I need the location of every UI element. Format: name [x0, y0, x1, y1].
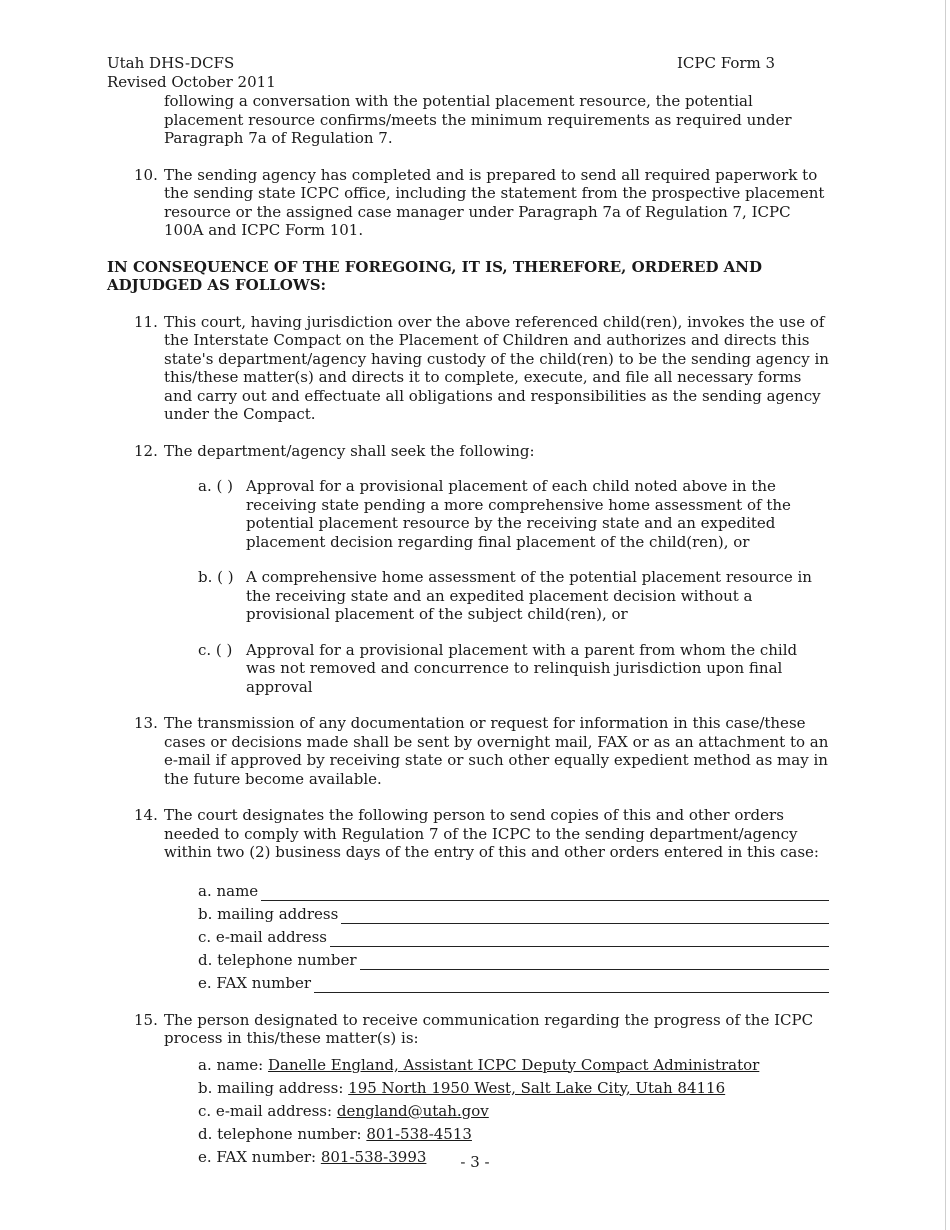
telephone-field[interactable]	[198, 947, 829, 970]
item-number: 15.	[134, 1010, 158, 1029]
order-heading: IN CONSEQUENCE OF THE FOREGOING, IT IS, THEREFORE, ORDERED AND ADJUDGED AS FOLLOWS:	[107, 257, 763, 294]
email-link[interactable]: dengland@utah.gov	[336, 1101, 489, 1120]
field-label: b. mailing address	[198, 905, 339, 923]
field-label: c. e-mail address:	[198, 1101, 333, 1120]
item-text: The court designates the following person to send copies of this and other orders needed to comply with Regulation 7 of the ICPC to the sending department/agency within two (2) business days of the entry of this and other orders entered in this case:	[164, 806, 819, 861]
mailing-address-blank[interactable]	[341, 909, 829, 924]
item-13	[107, 714, 829, 788]
item-number: 10.	[134, 165, 158, 184]
mailing-address-field[interactable]	[198, 901, 829, 924]
item-10	[107, 166, 829, 240]
item-text: This court, having jurisdiction over the above referenced child(ren), invokes the use of the Interstate Compact on the Placement of Children and authorizes and directs this state's department/agency having custody of the child(ren) to be the sending agency in this/these matter(s) and directs it to complete, execute, and file all necessary forms and carry out and effectuate all obligations and responsibilities as the sending agency under the Compact.	[164, 312, 829, 423]
item-number: 11.	[134, 312, 158, 331]
email-blank[interactable]	[330, 932, 829, 947]
agency-name: Utah DHS-DCFS	[107, 54, 235, 72]
item-number: 14.	[134, 806, 158, 824]
page-edge	[945, 0, 946, 1230]
checkbox-a[interactable]: a. ( )	[198, 477, 233, 495]
email-field[interactable]	[198, 924, 829, 947]
fax-blank[interactable]	[314, 978, 829, 993]
field-label: d. telephone number	[198, 951, 357, 969]
continuation-paragraph: following a conversation with the potential placement resource, the potential placement resource confirms/meets the minimum requirements as required under Paragraph 7a of Regulation 7.	[164, 92, 792, 147]
item-14	[107, 806, 829, 862]
field-label: d. telephone number:	[198, 1124, 362, 1143]
item-number: 13.	[134, 714, 158, 732]
name-blank[interactable]	[261, 886, 829, 901]
contact-name	[198, 1056, 829, 1079]
item-11	[107, 313, 829, 424]
option-a[interactable]	[198, 477, 829, 551]
item-text: The sending agency has completed and is prepared to send all required paperwork to the sending state ICPC office, including the statement from the prospective placement resource or the assigned case manager under Paragraph 7a of Regulation 7, ICPC 100A and ICPC Form 101.	[164, 165, 825, 239]
name-field[interactable]	[198, 878, 829, 901]
item-text: The transmission of any documentation or request for information in this case/these cases or decisions made shall be sent by overnight mail, FAX or as an attachment to an e-mail if approved by receiving state or such other equally expedient method as may in the future become available.	[164, 714, 829, 788]
item-text: The department/agency shall seek the following:	[164, 441, 535, 460]
option-text: Approval for a provisional placement of each child noted above in the receiving state pending a more comprehensive home assessment of the potential placement resource by the receiving state and an expedited placement decision regarding final placement of the child(ren), or	[246, 477, 791, 551]
option-text: A comprehensive home assessment of the potential placement resource in the receiving state and an expedited placement decision without a provisional placement of the subject child(ren), or	[246, 568, 812, 623]
fax-field[interactable]	[198, 970, 829, 993]
revised-date: Revised October 2011	[107, 73, 276, 91]
field-label: b. mailing address:	[198, 1078, 344, 1097]
field-label: a. name:	[198, 1055, 264, 1074]
item-15	[107, 1011, 829, 1048]
field-value: 801-538-4513	[366, 1124, 472, 1143]
field-label: a. name	[198, 882, 259, 900]
item-text: The person designated to receive communication regarding the progress of the ICPC process in this/these matter(s) is:	[164, 1010, 814, 1047]
document-body	[107, 92, 829, 1171]
form-title: ICPC Form 3	[677, 54, 776, 72]
contact-mailing-address	[198, 1079, 829, 1102]
sender-fields	[198, 878, 829, 993]
field-value: Danelle England, Assistant ICPC Deputy Compact Administrator	[268, 1055, 760, 1074]
item-number: 12.	[134, 441, 158, 460]
field-label: e. FAX number	[198, 974, 311, 992]
item-12	[107, 442, 829, 461]
field-label: c. e-mail address	[198, 928, 328, 946]
option-text: Approval for a provisional placement with a parent from whom the child was not removed and concurrence to relinquish jurisdiction upon final approval	[246, 640, 798, 696]
option-c[interactable]	[198, 641, 829, 697]
field-value: 801-538-3993	[320, 1147, 427, 1166]
checkbox-b[interactable]: b. ( )	[198, 568, 234, 586]
field-label: e. FAX number:	[198, 1147, 317, 1166]
telephone-blank[interactable]	[360, 955, 829, 970]
header-left	[107, 54, 276, 92]
checkbox-c[interactable]: c. ( )	[198, 640, 233, 659]
contact-telephone	[198, 1125, 829, 1148]
page-number: - 3 -	[460, 1153, 490, 1171]
contact-email	[198, 1102, 829, 1125]
option-b[interactable]	[198, 568, 829, 624]
field-value: 195 North 1950 West, Salt Lake City, Utah 84116	[348, 1078, 726, 1097]
